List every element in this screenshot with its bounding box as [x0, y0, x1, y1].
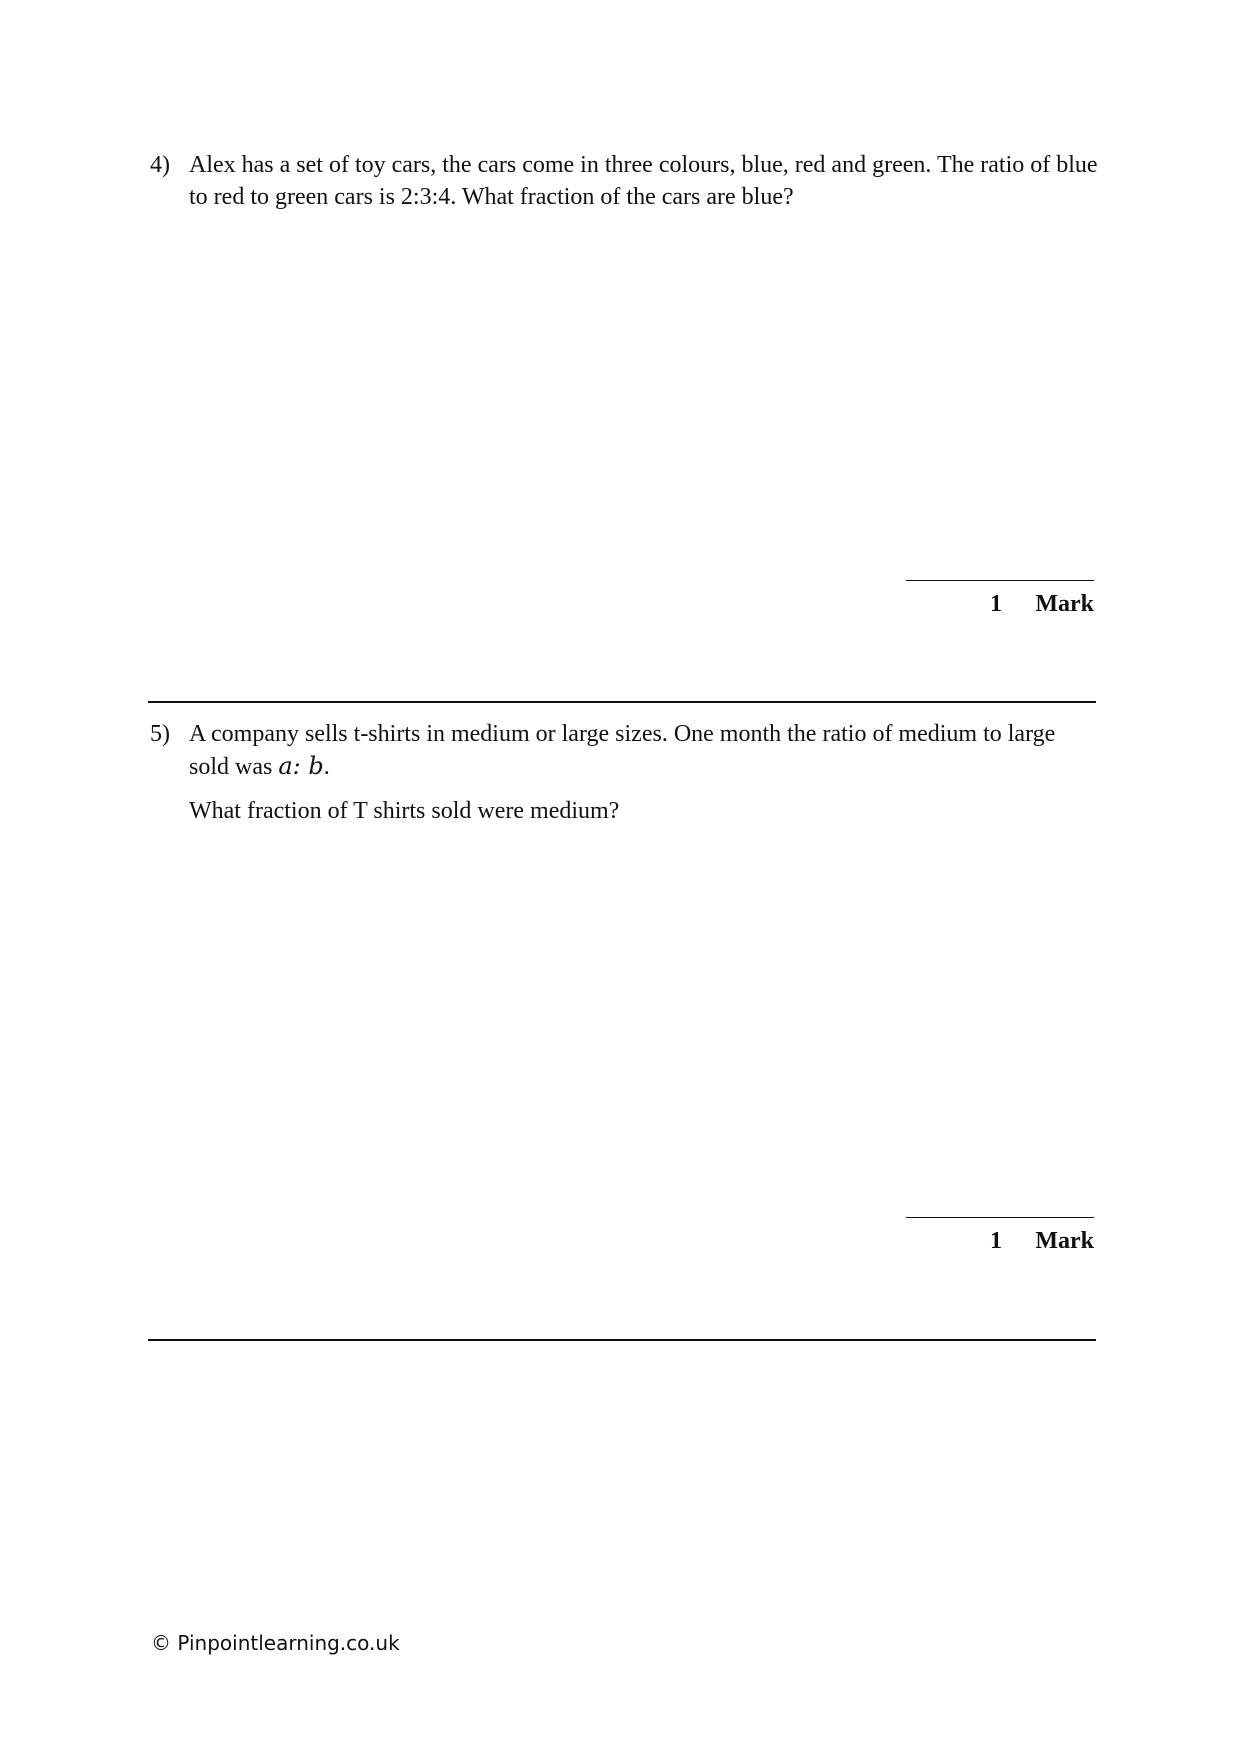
answer-line[interactable]	[906, 580, 1094, 581]
question-5	[150, 718, 1100, 827]
mark-label	[990, 589, 1094, 619]
question-4	[150, 149, 1100, 213]
question-text	[189, 718, 1100, 827]
question-number: 4)	[150, 152, 170, 178]
ratio-expression: a: b	[278, 752, 324, 780]
answer-line[interactable]	[906, 1217, 1094, 1218]
mark-value: 1	[990, 1228, 1002, 1254]
question-text	[189, 149, 1100, 213]
question-prompt	[189, 718, 1100, 783]
mark-value: 1	[990, 591, 1002, 617]
section-divider	[148, 701, 1096, 703]
section-divider	[148, 1339, 1096, 1341]
question-number: 5)	[150, 721, 170, 747]
prompt-text: A company sells t-shirts in medium or large sizes. One month the ratio of medium to large sold was	[189, 721, 1056, 780]
question-subprompt: What fraction of T shirts sold were medium?	[189, 798, 620, 824]
question-prompt: Alex has a set of toy cars, the cars come in three colours, blue, red and green. The ratio of blue to red to green cars is 2:3:4. What fraction of the cars are blue?	[189, 152, 1098, 210]
footer-copyright: © Pinpointlearning.co.uk	[151, 1631, 400, 1655]
mark-text: Mark	[1035, 1228, 1094, 1254]
prompt-end: .	[323, 754, 330, 780]
mark-label	[990, 1226, 1094, 1256]
mark-text: Mark	[1035, 591, 1094, 617]
